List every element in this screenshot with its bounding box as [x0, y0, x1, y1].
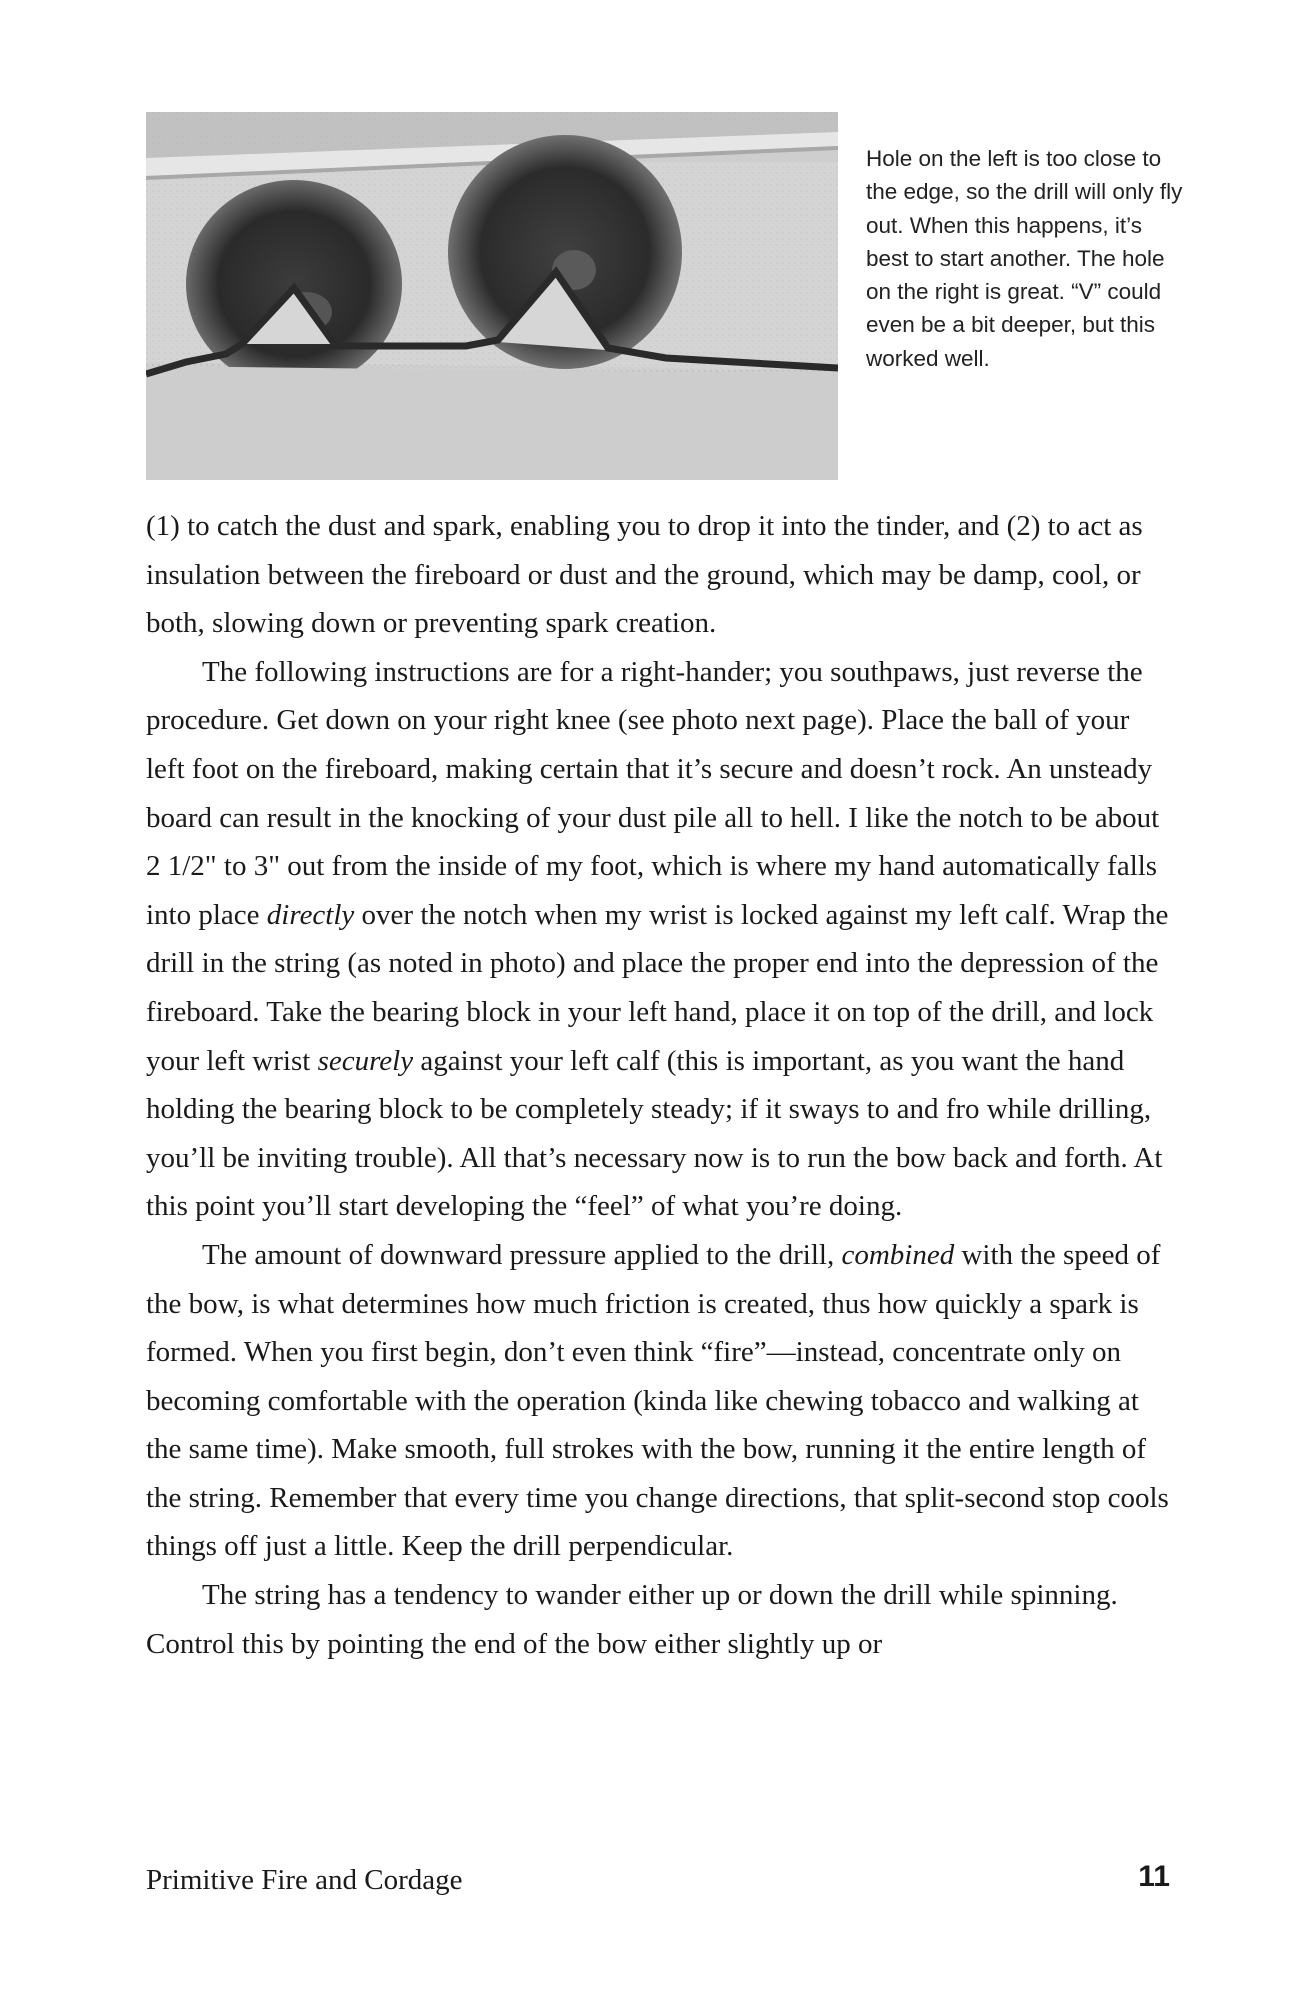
- paragraph-2-part-c: over the notch when my wrist is locked against my left calf. Wrap the drill in the string (as noted in photo) and place the proper end into the depression of the fireboard. Take the bearing block in your left hand, place it on top of the drill, and lock your left wrist: [146, 898, 1169, 1077]
- emphasis-directly: directly: [266, 898, 355, 931]
- footer-book-title: Primitive Fire and Cordage: [146, 1864, 463, 1896]
- paragraph-2-part-a: The following instructions are for a right-hander; you southpaws, just reverse the procedure. Get down on your right knee (see photo next page). Place the ball of your left foot on the fireboard, making certain that it’s secure and doesn’t rock. An unsteady board can result in the knocking of your dust pile all to hell. I like the notch to be about 2 1/2" to 3" out from the inside of my foot, which is where my hand automatically falls into place: [146, 655, 1160, 931]
- paragraph-3: [146, 1231, 1171, 1571]
- fireboard-photo: [146, 112, 838, 480]
- paragraph-3-part-a: The amount of downward pressure applied to the drill,: [202, 1238, 842, 1271]
- paragraph-1: (1) to catch the dust and spark, enabling you to drop it into the tinder, and (2) to act as insulation between the fireboard or dust and the ground, which may be damp, cool, or both, slowing down or preventing spark creation.: [146, 510, 1143, 640]
- page-number: 11: [1138, 1860, 1170, 1893]
- emphasis-combined: combined: [841, 1238, 955, 1271]
- paragraph-3-part-c: with the speed of the bow, is what determines how much friction is created, thus how quickly a spark is formed. When you first begin, don’t even think “fire”—instead, concentrate only on becoming comfortable with the operation (kinda like chewing tobacco and walking at the same time). Make smooth, full strokes with the bow, running it the entire length of the string. Remember that every time you change directions, that split-second stop cools things off just a little. Keep the drill perpendicular.: [146, 1238, 1169, 1563]
- paragraph-4: The string has a tendency to wander either up or down the drill while spinning. Control this by pointing the end of the bow either slightly up or: [146, 1579, 1118, 1660]
- fireboard-notch-image: [146, 112, 838, 480]
- emphasis-securely: securely: [317, 1044, 414, 1077]
- body-text: [146, 502, 1171, 1668]
- photo-caption: Hole on the left is too close to the edge, so the drill will only fly out. When this happens, it’s best to start another. The hole on the right is great. “V” could even be a bit deeper, but this worked well.: [866, 146, 1183, 371]
- paragraph-2-part-e: against your left calf (this is important, as you want the hand holding the bearing block to be completely steady; if it sways to and fro while drilling, you’ll be inviting trouble). All that’s necessary now is to run the bow back and forth. At this point you’ll start developing the “feel” of what you’re doing.: [146, 1044, 1163, 1223]
- paragraph-2: [146, 648, 1171, 1231]
